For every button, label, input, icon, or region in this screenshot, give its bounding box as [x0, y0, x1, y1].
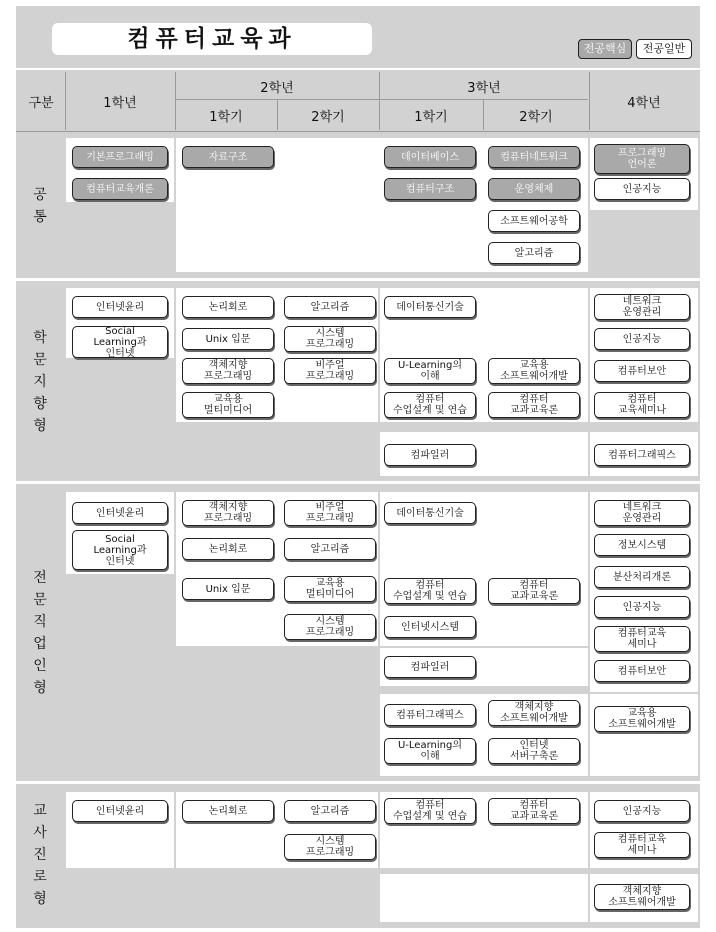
header-gubun: 구분 — [28, 95, 54, 111]
course-box: 컴퓨터 교과교육론 — [488, 578, 580, 604]
course-box: Unix 입문 — [182, 578, 274, 600]
course-box: 알고리즘 — [488, 242, 580, 264]
course-box: 데이터통신기술 — [384, 502, 476, 524]
course-box: 논리회로 — [182, 538, 274, 560]
course-box: 인공지능 — [594, 596, 690, 618]
title-bar — [16, 6, 700, 68]
course-box: 객체지향 소프트웨어개발 — [488, 700, 580, 726]
course-box: Social Learning과 인터넷 — [72, 326, 168, 358]
course-box: 컴퓨터 교과교육론 — [488, 392, 580, 418]
course-box: 논리회로 — [182, 800, 274, 822]
course-box: 네트워크 운영관리 — [594, 294, 690, 320]
course-box: 인공지능 — [594, 800, 690, 822]
course-box: 컴퓨터보안 — [594, 660, 690, 682]
course-box: 기본프로그래밍 — [72, 146, 168, 168]
course-box: 컴퓨터그래픽스 — [384, 704, 476, 726]
course-box: 교육용 소프트웨어개발 — [488, 358, 580, 384]
section-label-academic: 학 문 지 향 형 — [33, 330, 47, 434]
course-box: 알고리즘 — [284, 538, 376, 560]
header-year2-sem2: 2학기 — [311, 109, 345, 125]
course-box: 컴퓨터교육개론 — [72, 178, 168, 200]
course-box: Social Learning과 인터넷 — [72, 530, 168, 570]
header-year2: 2학년 — [260, 80, 294, 96]
course-box: 컴퓨터보안 — [594, 360, 690, 382]
course-box: U-Learning의 이해 — [384, 738, 476, 764]
course-box: 시스템 프로그래밍 — [284, 834, 376, 860]
course-box: Unix 입문 — [182, 328, 274, 350]
course-box: 시스템 프로그래밍 — [284, 614, 376, 640]
course-box: 인공지능 — [594, 328, 690, 350]
header-year3-sem2: 2학기 — [519, 109, 553, 125]
course-box: 자료구조 — [182, 146, 274, 168]
course-box: 컴퓨터교육 세미나 — [594, 626, 690, 652]
course-box: 컴퓨터 교과교육론 — [488, 798, 580, 824]
course-box: 교육용 멀티미디어 — [182, 392, 274, 418]
course-box: 프로그래밍 언어론 — [594, 144, 690, 174]
legend-core-badge: 전공핵심 — [578, 39, 632, 59]
course-box: U-Learning의 이해 — [384, 358, 476, 384]
section-label-common: 공 통 — [33, 187, 47, 225]
course-box: 컴파일러 — [384, 656, 476, 678]
course-box: 인터넷윤리 — [72, 296, 168, 318]
course-box: 인공지능 — [594, 178, 690, 200]
course-box: 컴퓨터 수업설계 및 연습 — [384, 578, 476, 604]
course-box: 알고리즘 — [284, 296, 376, 318]
course-box: 객체지향 프로그래밍 — [182, 358, 274, 384]
page-title: 컴퓨터교육과 — [52, 23, 372, 55]
course-box: 인터넷 서버구축론 — [488, 738, 580, 764]
course-box: 소프트웨어공학 — [488, 210, 580, 232]
course-box: 시스템 프로그래밍 — [284, 326, 376, 352]
course-box: 네트워크 운영관리 — [594, 500, 690, 526]
course-box: 인터넷윤리 — [72, 502, 168, 524]
header-year2-sem1: 1학기 — [209, 109, 243, 125]
course-box: 비주얼 프로그래밍 — [284, 358, 376, 384]
course-box: 분산처리개론 — [594, 566, 690, 588]
course-box: 컴퓨터 교육세미나 — [594, 392, 690, 418]
course-box: 정보시스템 — [594, 534, 690, 556]
course-box: 컴퓨터 수업설계 및 연습 — [384, 392, 476, 418]
course-box: 인터넷윤리 — [72, 800, 168, 822]
header-year4: 4학년 — [627, 95, 661, 111]
course-box: 데이터통신기술 — [384, 296, 476, 318]
header-year3-sem1: 1학기 — [414, 109, 448, 125]
course-box: 컴퓨터구조 — [384, 178, 476, 200]
header-year1: 1학년 — [103, 95, 137, 111]
course-box: 알고리즘 — [284, 800, 376, 822]
course-box: 인터넷시스템 — [384, 616, 476, 638]
course-box: 컴퓨터교육 세미나 — [594, 832, 690, 858]
course-box: 컴퓨터네트워크 — [488, 146, 580, 168]
course-box: 컴퓨터 수업설계 및 연습 — [384, 798, 476, 824]
legend-general-badge: 전공일반 — [636, 39, 692, 59]
course-box: 비주얼 프로그래밍 — [284, 500, 376, 526]
course-box: 객체지향 소프트웨어개발 — [594, 884, 690, 910]
course-box: 교육용 멀티미디어 — [284, 576, 376, 602]
course-box: 운영체제 — [488, 178, 580, 200]
header-year3: 3학년 — [467, 80, 501, 96]
course-box: 논리회로 — [182, 296, 274, 318]
section-label-teacher: 교 사 진 로 형 — [33, 803, 47, 907]
course-box: 컴파일러 — [384, 444, 476, 466]
panel — [380, 874, 588, 922]
course-box: 교육용 소프트웨어개발 — [594, 706, 690, 732]
section-label-professional: 전 문 직 업 인 형 — [33, 570, 47, 696]
course-box: 컴퓨터그래픽스 — [594, 444, 690, 466]
course-box: 데이터베이스 — [384, 146, 476, 168]
course-box: 객체지향 프로그래밍 — [182, 500, 274, 526]
